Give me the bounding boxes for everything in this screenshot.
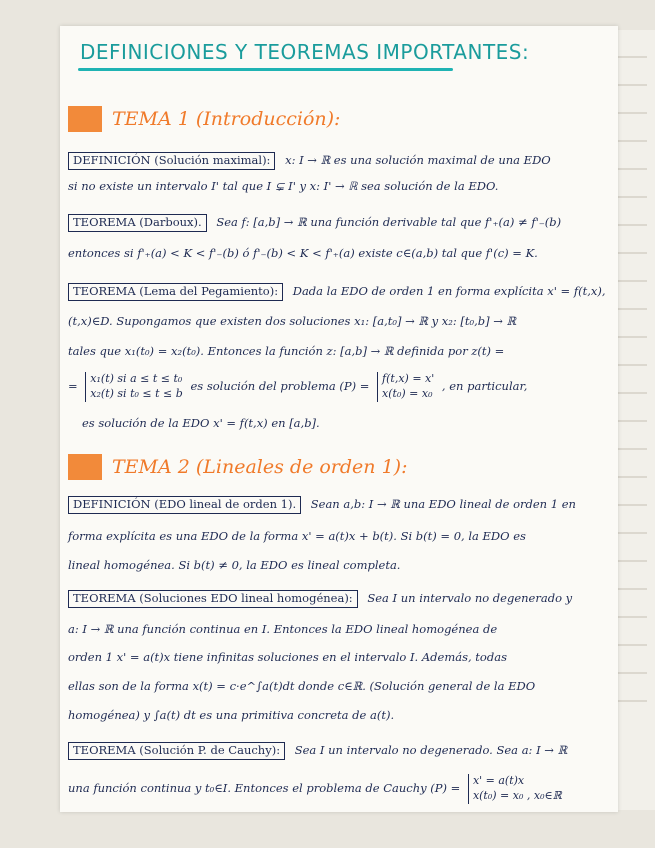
pegamiento-line5: es solución de la EDO x' = f(t,x) en [a,b]. [82,416,320,430]
pegamiento-line1: TEOREMA (Lema del Pegamiento): Dada la EDO de orden 1 en forma explícita x' = f(t,x), [68,283,605,301]
homogenea-line5: homogénea) y ∫a(t) dt es una primitiva concreta de a(t). [68,708,395,722]
pegamiento-line3: tales que x₁(t₀) = x₂(t₀). Entonces la función z: [a,b] → ℝ definida por z(t) = [68,344,505,358]
def-lineal-line2: forma explícita es una EDO de la forma x' = a(t)x + b(t). Si b(t) = 0, la EDO es [68,529,526,543]
tema1-heading [68,106,340,132]
darboux-line2: entonces si f'₊(a) < K < f'₋(b) ó f'₋(b) < K < f'₊(a) existe c∈(a,b) tal que f'(c) = K. [68,246,538,260]
darboux-line1: TEOREMA (Darboux). Sea f: [a,b] → ℝ una función derivable tal que f'₊(a) ≠ f'₋(b) [68,214,561,232]
def-maximal-line1: DEFINICIÓN (Solución maximal): x: I → ℝ es una solución maximal de una EDO [68,152,551,170]
homogenea-line3: orden 1 x' = a(t)x tiene infinitas soluciones en el intervalo I. Además, todas [68,650,507,664]
problem-p: f(t,x) = x' x(t₀) = x₀ [377,372,434,402]
def-lineal-line3: lineal homogénea. Si b(t) ≠ 0, la EDO es lineal completa. [68,558,401,572]
def-maximal-line2: si no existe un intervalo I' tal que I ⊊ I' y x: I' → ℝ sea solución de la EDO. [68,179,499,193]
tema2-title: TEMA 2 (Lineales de orden 1): [112,456,408,478]
pegamiento-label: TEOREMA (Lema del Pegamiento): [68,283,283,301]
cauchy-line1: TEOREMA (Solución P. de Cauchy): Sea I un intervalo no degenerado. Sea a: I → ℝ [68,742,567,760]
cauchy-label: TEOREMA (Solución P. de Cauchy): [68,742,285,760]
tema2-heading [68,454,407,480]
notebook-page [60,26,618,812]
pegamiento-line2: (t,x)∈D. Supongamos que existen dos soluciones x₁: [a,t₀] → ℝ y x₂: [t₀,b] → ℝ [68,314,517,328]
cauchy-problem: x' = a(t)x x(t₀) = x₀ , x₀∈ℝ [468,774,562,804]
cauchy-line2: una función continua y t₀∈I. Entonces el problema de Cauchy (P) = x' = a(t)x x(t₀) = x₀ , x₀∈ℝ [68,774,562,802]
tema1-title: TEMA 1 (Introducción): [112,108,341,130]
homogenea-line2: a: I → ℝ una función continua en I. Entonces la EDO lineal homogénea de [68,622,498,636]
def-maximal-label: DEFINICIÓN (Solución maximal): [68,152,275,170]
pegamiento-line4: = x₁(t) si a ≤ t ≤ t₀ x₂(t) si t₀ ≤ t ≤ b es solución del problema (P) = f(t,x) = x' x(t₀) = x₀ , en particular, [68,372,528,400]
homogenea-line1: TEOREMA (Soluciones EDO lineal homogénea): Sea I un intervalo no degenerado y [68,590,572,608]
darboux-label: TEOREMA (Darboux). [68,214,207,232]
def-lineal-line1: DEFINICIÓN (EDO lineal de orden 1). Sean a,b: I → ℝ una EDO lineal de orden 1 en [68,496,576,514]
tema2-marker [68,454,102,480]
page-title: DEFINICIONES Y TEOREMAS IMPORTANTES: [80,40,530,64]
tema1-marker [68,106,102,132]
homogenea-label: TEOREMA (Soluciones EDO lineal homogénea): [68,590,358,608]
homogenea-line4: ellas son de la forma x(t) = c·e^∫a(t)dt donde c∈ℝ. (Solución general de la EDO [68,679,536,693]
def-lineal-label: DEFINICIÓN (EDO lineal de orden 1). [68,496,301,514]
title-underline [78,68,453,71]
piecewise-z: x₁(t) si a ≤ t ≤ t₀ x₂(t) si t₀ ≤ t ≤ b [85,372,183,402]
